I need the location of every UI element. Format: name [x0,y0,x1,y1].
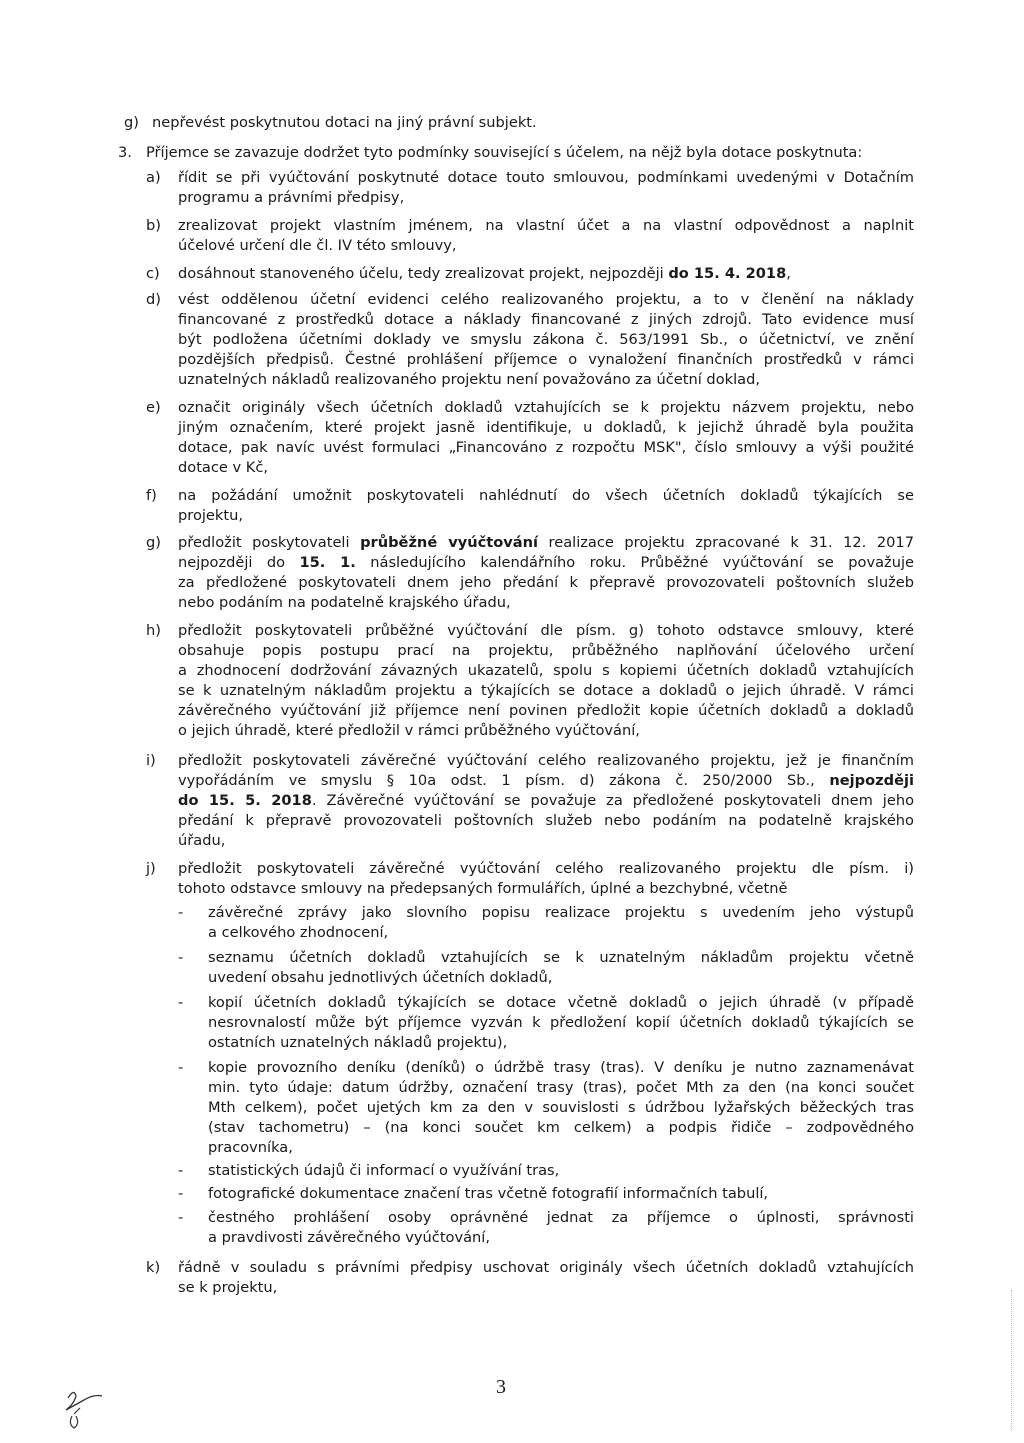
text-run: , [786,265,791,282]
paragraph-line: tohoto odstavce smlouvy na předepsaných formulářích, úplné a bezchybné, včetně [178,880,788,897]
text-run: předložit poskytovateli [178,534,361,551]
section-intro: Příjemce se zavazuje dodržet tyto podmínky související s účelem, na nějž byla dotace poskytnuta: [146,144,863,161]
paragraph-line: závěrečné zprávy jako slovního popisu realizace projektu s uvedením jeho výstupů [208,904,914,921]
paragraph-line: účelové určení dle čl. IV této smlouvy, [178,237,457,254]
paragraph-line: se k uznatelným nákladům projektu a týkajících se dotace a dokladů o jejich úhradě. V rámci [178,682,914,699]
paragraph-line: kopií účetních dokladů týkajících se dotace včetně dokladů o jejich úhradě (v případě [208,994,914,1011]
item-marker: e) [146,399,161,416]
paragraph-line: pozdějších předpisů. Čestné prohlášení příjemce o vynaložení finančních prostředků v rámci [178,351,914,368]
paragraph-line [178,264,791,284]
paragraph-line: čestného prohlášení osoby oprávněné jednat za příjemce o úplnosti, správnosti [208,1209,914,1226]
paragraph-line: obsahuje popis postupu prací na projektu, průběžného naplňování účelového určení [178,642,914,659]
paragraph-line: předání k přepravě provozovateli poštovních služeb nebo podáním na podatelně krajského [178,812,914,829]
paragraph-line [178,533,914,553]
paragraph-line: nebo podáním na podatelně krajského úřadu, [178,594,511,611]
paragraph-line: řídit se při vyúčtování poskytnuté dotace touto smlouvou, podmínkami uvedenými v Dotačním [178,169,914,186]
paragraph-line: pracovníka, [208,1139,293,1156]
paragraph-line: předložit poskytovateli průběžné vyúčtování dle písm. g) tohoto odstavce smlouvy, které [178,622,914,639]
text-run: . Závěrečné vyúčtování se považuje za předložené poskytovateli dnem jeho [311,792,914,809]
paragraph-line: kopie provozního deníku (deníků) o údržbě trasy (tras). V deníku je nutno zaznamenávat [208,1059,914,1076]
bullet-dash: - [178,994,184,1011]
text-run: vypořádáním ve smyslu § 10a odst. 1 písm. d) zákona č. 250/2000 Sb., [178,772,830,789]
paragraph-line: se k projektu, [178,1279,278,1296]
paragraph-line: a celkového zhodnocení, [208,924,389,941]
item-marker: a) [146,169,161,186]
paragraph-line: jiným označením, které projekt jasně identifikuje, u dokladů, k jejichž úhradě byla použita [178,419,914,436]
paragraph-line: fotografické dokumentace značení tras včetně fotografií informačních tabulí, [208,1185,769,1202]
bullet-dash: - [178,1185,184,1202]
paragraph-line [178,771,914,791]
paragraph-line [178,553,914,573]
paragraph-line: o jejich úhradě, které předložil v rámci průběžného vyúčtování, [178,722,640,739]
item-marker: h) [146,622,161,639]
item-marker: f) [146,487,157,504]
bullet-dash: - [178,949,184,966]
text-run: realizace projektu zpracované k 31. 12. 2017 [538,534,914,551]
paragraph-line: dotace v Kč, [178,459,269,476]
paragraph-line: úřadu, [178,832,226,849]
deadline-date: do 15. 4. 2018 [668,265,787,282]
bullet-dash: - [178,1209,184,1226]
paragraph-line: nepřevést poskytnutou dotaci na jiný právní subjekt. [152,114,537,131]
scan-edge [1010,1290,1012,1430]
text-run: následujícího kalendářního roku. Průběžné vyúčtování se považuje [355,554,914,571]
paragraph-line [178,791,914,811]
paragraph-line: (stav tachometru) – (na konci součet km celkem) a podpis řidiče – zodpovědného [208,1119,914,1136]
paragraph-line: závěrečného vyúčtování již příjemce není povinen předložit kopie účetních dokladů a dokladů [178,702,914,719]
item-marker: g) [146,534,161,551]
bullet-dash: - [178,1162,184,1179]
text-run: nejpozději do [178,554,300,571]
bullet-dash: - [178,904,184,921]
paragraph-line: programu a právními předpisy, [178,189,405,206]
deadline-date: 15. 1. [299,554,356,571]
paragraph-line: uznatelných nákladů realizovaného projektu není považováno za účetní doklad, [178,371,760,388]
paragraph-line: zrealizovat projekt vlastním jménem, na vlastní účet a na vlastní odpovědnost a naplnit [178,217,914,234]
bullet-dash: - [178,1059,184,1076]
paragraph-line: projektu, [178,507,243,524]
emphasis-text: průběžné vyúčtování [360,534,539,551]
paragraph-line: nesrovnalostí může být příjemce vyzván k předložení kopií účetních dokladů týkajících se [208,1014,914,1031]
paragraph-line: Mth celkem), počet ujetých km za den v souvislosti s údržbou lyžařských běžeckých tras [208,1099,914,1116]
paragraph-line: za předložené poskytovateli dnem jeho předání k přepravě provozovateli poštovních služeb [178,574,914,591]
paragraph-line: statistických údajů či informací o využívání tras, [208,1162,560,1179]
item-marker: k) [146,1259,161,1276]
emphasis-text: nejpozději [829,772,914,789]
paragraph-line: na požádání umožnit poskytovateli nahlédnutí do všech účetních dokladů týkajících se [178,487,914,504]
paragraph-line: financované z prostředků dotace a náklady financované z jiných zdrojů. Tato evidence musí [178,311,914,328]
paragraph-line: řádně v souladu s právními předpisy uschovat originály všech účetních dokladů vztahujících [178,1259,914,1276]
item-marker: j) [146,860,156,877]
paragraph-line: uvedení obsahu jednotlivých účetních dokladů, [208,969,553,986]
paragraph-line: vést oddělenou účetní evidenci celého realizovaného projektu, a to v členění na náklady [178,291,914,308]
item-marker: g) [124,114,139,131]
paragraph-line: a pravdivosti závěrečného vyúčtování, [208,1229,490,1246]
deadline-date: do 15. 5. 2018 [178,792,312,809]
paragraph-line: a zhodnocení dodržování závazných ukazatelů, spolu s kopiemi účetních dokladů vztahujících [178,662,914,679]
paragraph-line: min. tyto údaje: datum údržby, označení trasy (tras), počet Mth za den (na konci součet [208,1079,914,1096]
paragraph-line: předložit poskytovateli závěrečné vyúčtování celého realizovaného projektu dle písm. i) [178,860,914,877]
item-marker: c) [146,265,160,282]
paragraph-line: označit originály všech účetních dokladů vztahujících se k projektu názvem projektu, nebo [178,399,914,416]
section-number: 3. [118,144,132,161]
handwritten-initials [54,1384,114,1434]
item-marker: b) [146,217,161,234]
text-run: dosáhnout stanoveného účelu, tedy zrealizovat projekt, nejpozději [178,265,669,282]
paragraph-line: dotace, pak navíc uvést formulaci „Financováno z rozpočtu MSK", číslo smlouvy a výši použité [178,439,914,456]
item-marker: d) [146,291,161,308]
paragraph-line: seznamu účetních dokladů vztahujících se k uznatelným nákladům projektu včetně [208,949,914,966]
item-marker: i) [146,752,156,769]
paragraph-line: předložit poskytovateli závěrečné vyúčtování celého realizovaného projektu, jež je finančním [178,752,914,769]
paragraph-line: ostatních uznatelných nákladů projektu), [208,1034,508,1051]
page-number: 3 [496,1376,506,1398]
paragraph-line: být podložena účetními doklady ve smyslu zákona č. 563/1991 Sb., o účetnictví, ve znění [178,331,914,348]
